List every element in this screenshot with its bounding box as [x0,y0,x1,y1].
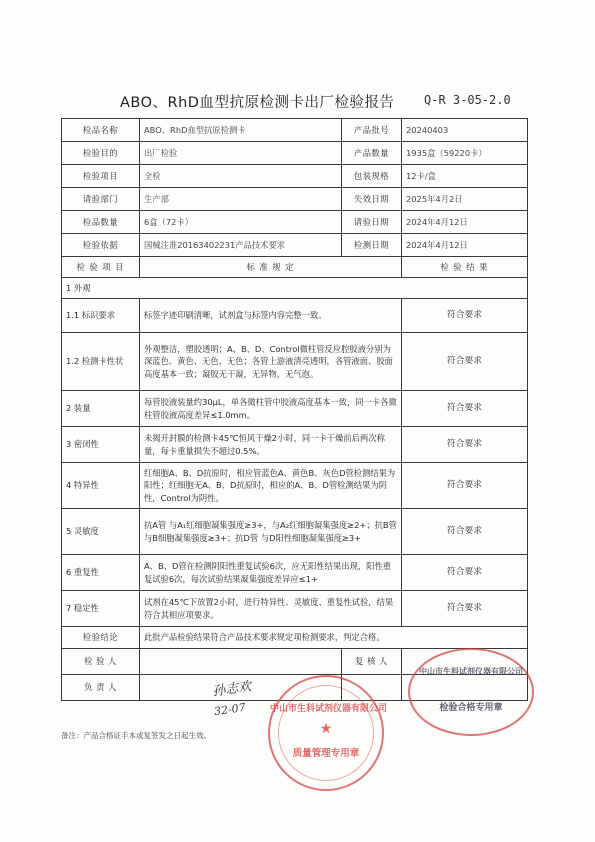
footnote: 备注：产品合格证手本或复签发之日起生效。 [61,731,211,740]
test-date-value: 2024年4月12日 [402,234,528,257]
batch-value: 20240403 [402,119,528,142]
row-result: 符合要求 [402,509,528,555]
inspection-seal [408,648,534,736]
basis-value: 国械注准20163402231产品技术要求 [140,234,342,257]
table-row [62,509,528,555]
table-row [62,555,528,591]
conclusion-value: 此批产品检验结果符合产品技术要求规定项检测要求，判定合格。 [140,627,528,649]
product-name-label: 检品名称 [62,119,140,142]
row-item: 5 灵敏度 [62,509,140,555]
info-row [62,188,528,211]
row-item: 6 重复性 [62,555,140,591]
info-row [62,211,528,234]
responsible-label: 负 责 人 [62,675,140,701]
row-result: 符合要求 [402,391,528,427]
batch-label: 产品批号 [342,119,402,142]
column-header-row [62,257,528,278]
dept-value: 生产部 [140,188,342,211]
column-header-item: 检 验 项 目 [62,257,140,278]
row-item: 1.2 检测卡性状 [62,333,140,391]
row-item: 4 特异性 [62,463,140,509]
seal-company-text: 中山市生科试剂仪器有限公司 [270,704,388,714]
product-name-value: ABO、RhD血型抗原检测卡 [140,119,342,142]
section-row [62,278,528,299]
row-result: 符合要求 [402,427,528,463]
inspection-report-table [61,118,528,701]
row-result: 符合要求 [402,333,528,391]
column-header-result: 检 验 结 果 [402,257,528,278]
row-standard: 试剂在45℃下放置2小时，进行特异性、灵敏度、重复性试验，结果符合其相应项要求。 [140,591,402,627]
test-date-label: 检测日期 [342,234,402,257]
row-result: 符合要求 [402,591,528,627]
row-standard: 外观整洁，塑胶透明；A、B、D、Control微柱管反应腔胶液分别为深蓝色、黄色、无色、无色；各管上游液清亮透明，各管液面、胶面高度基本一致；凝胶无干凝，无异物，无气泡。 [140,333,402,391]
spec-label: 包装规格 [342,165,402,188]
table-row [62,391,528,427]
row-standard: A、B、D管在检测阴阳性重复试验6次，应无阳性结果出现，阳性重复试验6次，每次试验结果凝集强度差异应≤1+ [140,555,402,591]
inspector-signature-cell [140,649,342,675]
sample-value: 6盒（72卡） [140,211,342,234]
info-row [62,234,528,257]
dept-label: 请验部门 [62,188,140,211]
seal-purpose-text: 检验合格专用章 [439,703,503,713]
row-item: 3 密闭性 [62,427,140,463]
info-row [62,165,528,188]
report-title: ABO、RhD血型抗原检测卡出厂检验报告 [120,95,395,111]
row-standard: 标签字迹印刷清晰，试剂盒与标签内容完整一致。 [140,299,402,333]
conclusion-label: 检验结论 [62,627,140,649]
row-standard: 抗A管 与A₁红细胞凝集强度≥3+，与A₂红细胞凝集强度≥2+；抗B管 与B细胞凝集强度≥3+；抗D管 与D阳性细胞凝集强度≥3+ [140,509,402,555]
report-header [0,88,595,114]
purpose-value: 出厂检验 [140,142,342,165]
row-result: 符合要求 [402,463,528,509]
reviewer-label: 复 核 人 [342,649,402,675]
row-standard: 每管胶液装量约30μL，单各微柱管中胶液高度基本一致，同一卡各微柱管胶液高度差异≤1.0mm。 [140,391,402,427]
quality-seal [268,675,388,791]
purpose-label: 检验目的 [62,142,140,165]
table-row [62,591,528,627]
item-value: 全检 [140,165,342,188]
row-item: 1.1 标识要求 [62,299,140,333]
conclusion-row [62,627,528,649]
quantity-label: 产品数量 [342,142,402,165]
column-header-standard: 标 准 规 定 [140,257,402,278]
seal-company-text: 中山市生科试剂仪器有限公司 [419,667,523,676]
request-date-value: 2024年4月12日 [402,211,528,234]
responsible-signature: 32-07 [213,700,247,719]
row-item: 7 稳定性 [62,591,140,627]
item-label: 检验项目 [62,165,140,188]
row-standard: 未揭开封膜的检测卡45℃恒风干燥2小时，同一卡干燥前后两次称量，每卡重量损失不超过0.5%。 [140,427,402,463]
expiry-label: 失效日期 [342,188,402,211]
quantity-value: 1935盒（59220卡） [402,142,528,165]
table-row [62,427,528,463]
seal-star-icon: ★ [319,721,333,737]
inspector-label: 检 验 人 [62,649,140,675]
sample-label: 检品数量 [62,211,140,234]
seal-purpose-text: 质量管理专用章 [292,748,360,759]
spec-value: 12卡/盒 [402,165,528,188]
inspector-signature: 孙志欢 [211,679,253,700]
document-code: Q-R 3-05-2.0 [424,93,511,107]
row-result: 符合要求 [402,299,528,333]
table-row [62,333,528,391]
table-row [62,299,528,333]
section-appearance: 1 外观 [62,278,528,299]
basis-label: 检验依据 [62,234,140,257]
row-result: 符合要求 [402,555,528,591]
expiry-value: 2025年4月2日 [402,188,528,211]
row-item: 2 装量 [62,391,140,427]
info-row [62,119,528,142]
table-row [62,463,528,509]
info-row [62,142,528,165]
row-standard: 红细胞A、B、D抗原时，相应管蓝色A、黄色B、灰色D管检测结果为阳性；红细胞无A、B、D抗原时，相应的A、B、D管检测结果为阴性，Control为阴性。 [140,463,402,509]
request-date-label: 请验日期 [342,211,402,234]
